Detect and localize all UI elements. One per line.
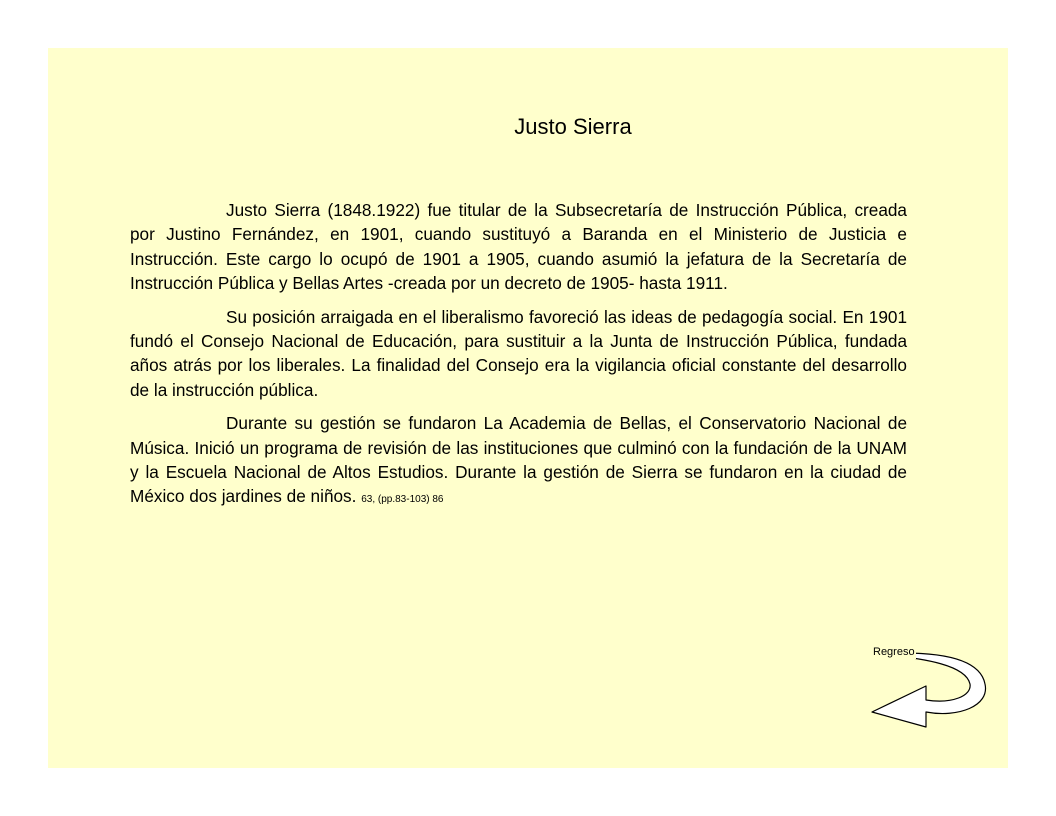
- paragraph-1: [130, 198, 907, 296]
- paragraph-3-text: Durante su gestión se fundaron La Academia de Bellas, el Conservatorio Nacional de Música. Inició un programa de revisión de las instituciones que culminó con la fundación de la UNAM y la Escuela Nacional de Altos Estudios. Durante la gestión de Sierra se fundaron en la ciudad de México dos jardines de niños.: [130, 413, 907, 507]
- paragraph-3: [130, 411, 907, 509]
- back-button[interactable]: [868, 646, 998, 746]
- paragraph-2-text: Su posición arraigada en el liberalismo favoreció las ideas de pedagogía social. En 1901 fundó el Consejo Nacional de Educación, para sustituir a la Junta de Instrucción Pública, fundada años atrás por los liberales. La finalidad del Consejo era la vigilancia oficial constante del desarrollo de la instrucción pública.: [130, 306, 907, 400]
- slide-body: [130, 198, 907, 518]
- slide: [48, 48, 1008, 768]
- curved-arrow-left-icon[interactable]: [868, 646, 998, 746]
- page-title: Justo Sierra: [514, 114, 632, 139]
- paragraph-2: [130, 305, 907, 403]
- citation-reference: 63, (pp.83-103) 86: [361, 494, 444, 506]
- back-button-label[interactable]: Regreso: [873, 646, 915, 658]
- paragraph-1-text: Justo Sierra (1848.1922) fue titular de la Subsecretaría de Instrucción Pública, creada por Justino Fernández, en 1901, cuando sustituyó a Baranda en el Ministerio de Justicia e Instrucción. Este cargo lo ocupó de 1901 a 1905, cuando asumió la jefatura de la Secretaría de Instrucción Pública y Bellas Artes -creada por un decreto de 1905- hasta 1911.: [130, 200, 907, 294]
